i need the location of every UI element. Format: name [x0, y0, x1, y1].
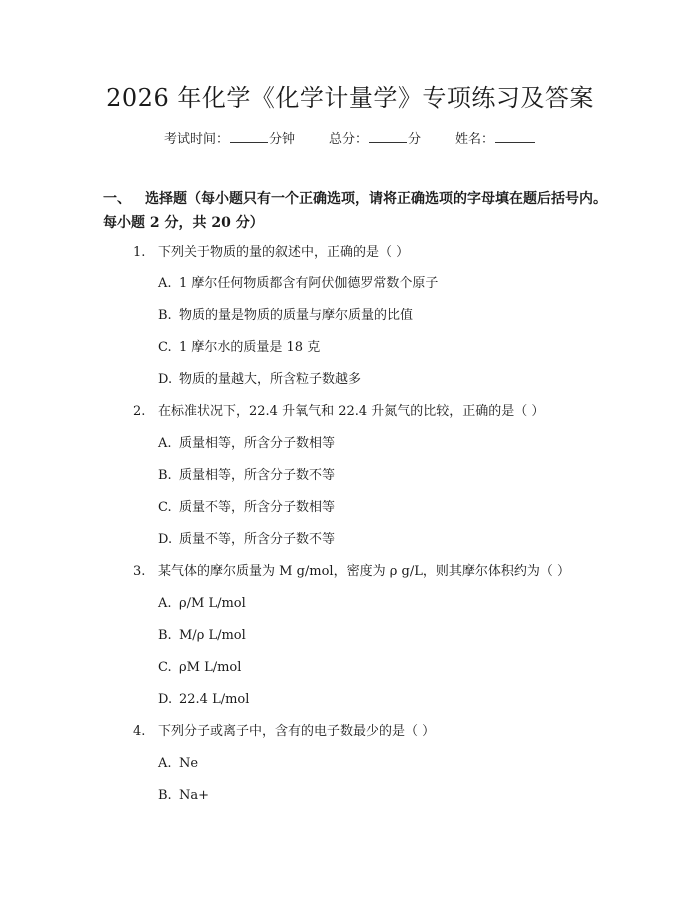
option-letter: B. — [158, 468, 172, 483]
option-letter: A. — [158, 276, 172, 291]
option-text: 22.4 L/mol — [179, 692, 250, 707]
option-letter: A. — [158, 596, 172, 611]
exam-info-row — [0, 130, 700, 150]
option-text: ρ/M L/mol — [179, 596, 246, 611]
option-text: 1 摩尔水的质量是 18 克 — [179, 340, 321, 355]
question-number: 3. — [133, 564, 146, 579]
option-letter: B. — [158, 628, 172, 643]
option-2b — [158, 466, 335, 486]
question-text: 某气体的摩尔质量为 M g/mol，密度为 ρ g/L，则其摩尔体积约为（ ） — [158, 564, 570, 579]
option-letter: C. — [158, 660, 172, 675]
total-score-label: 总分： — [328, 132, 368, 147]
exam-time-unit: 分钟 — [268, 132, 295, 147]
question-1 — [133, 243, 409, 263]
option-1d — [158, 370, 361, 390]
question-text: 下列关于物质的量的叙述中，正确的是（ ） — [158, 245, 410, 260]
section-text-line2: 每小题 2 分，共 20 分） — [103, 215, 264, 231]
option-1b — [158, 306, 413, 326]
question-number: 1. — [133, 245, 146, 260]
option-3b — [158, 626, 246, 646]
option-letter: B. — [158, 308, 172, 323]
option-text: 质量相等，所含分子数不等 — [179, 468, 336, 483]
student-name-field — [455, 130, 536, 150]
option-text: M/ρ L/mol — [179, 628, 246, 643]
section-number: 一、 — [103, 191, 131, 207]
option-letter: B. — [158, 788, 172, 803]
option-text: 物质的量越大，所含粒子数越多 — [179, 372, 362, 387]
option-3c — [158, 658, 241, 678]
question-number: 4. — [133, 724, 146, 739]
option-letter: D. — [158, 372, 173, 387]
total-score-field — [329, 130, 421, 150]
option-2d — [158, 530, 335, 550]
option-2c — [158, 498, 335, 518]
option-3d — [158, 690, 249, 710]
option-letter: C. — [158, 340, 172, 355]
section-heading-line1 — [103, 187, 623, 211]
option-text: ρM L/mol — [179, 660, 242, 675]
option-letter: D. — [158, 692, 173, 707]
option-1a — [158, 274, 438, 294]
option-letter: A. — [158, 436, 172, 451]
option-3a — [158, 594, 246, 614]
question-4 — [133, 722, 435, 742]
question-text: 下列分子或离子中，含有的电子数最少的是（ ） — [158, 724, 436, 739]
option-text: Na+ — [179, 788, 210, 803]
question-text: 在标准状况下，22.4 升氧气和 22.4 升氮气的比较，正确的是（ ） — [158, 404, 545, 419]
question-3 — [133, 562, 570, 582]
student-name-blank[interactable] — [495, 130, 535, 143]
option-1c — [158, 338, 320, 358]
option-text: 质量相等，所含分子数相等 — [179, 436, 336, 451]
option-text: 物质的量是物质的质量与摩尔质量的比值 — [179, 308, 414, 323]
option-text: 1 摩尔任何物质都含有阿伏伽德罗常数个原子 — [179, 276, 439, 291]
document-title: 2026 年化学《化学计量学》专项练习及答案 — [106, 84, 594, 112]
option-text: 质量不等，所含分子数不等 — [179, 532, 336, 547]
option-2a — [158, 434, 335, 454]
question-number: 2. — [133, 404, 146, 419]
student-name-label: 姓名： — [455, 132, 495, 147]
option-letter: C. — [158, 500, 172, 515]
option-4a — [158, 754, 198, 774]
question-2 — [133, 402, 544, 422]
exam-time-blank[interactable] — [230, 130, 268, 143]
total-score-unit: 分 — [408, 132, 422, 147]
total-score-blank[interactable] — [369, 130, 407, 143]
option-text: Ne — [179, 756, 199, 771]
option-letter: A. — [158, 756, 172, 771]
option-4b — [158, 786, 209, 806]
option-letter: D. — [158, 532, 173, 547]
section-heading — [103, 187, 623, 235]
section-text-line1: 选择题（每小题只有一个正确选项，请将正确选项的字母填在题后括号内。 — [145, 191, 607, 207]
exam-time-field — [164, 130, 295, 150]
option-text: 质量不等，所含分子数相等 — [179, 500, 336, 515]
exam-time-label: 考试时间： — [163, 132, 229, 147]
